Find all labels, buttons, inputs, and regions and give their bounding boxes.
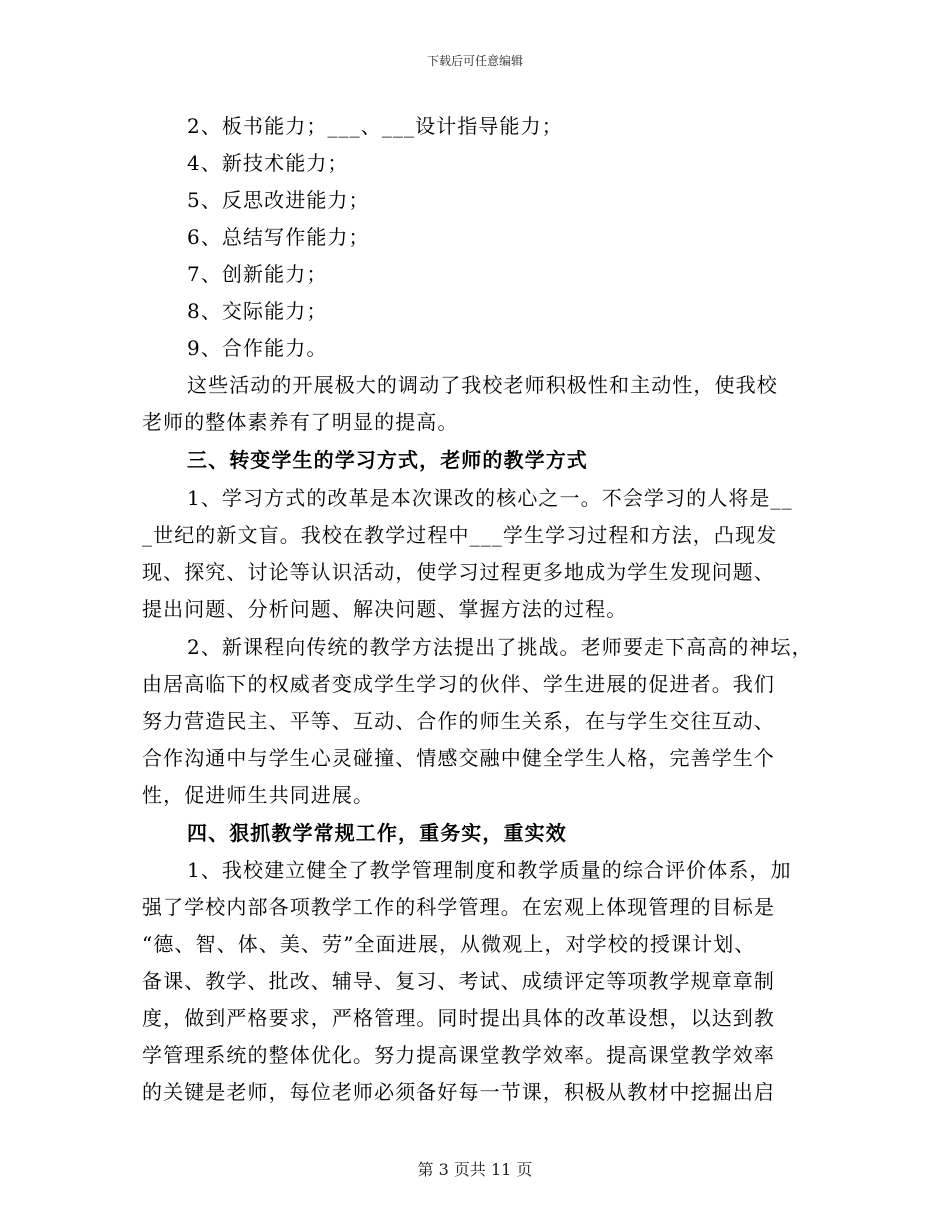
paragraph-line: “德、智、体、美、劳”全面进展，从微观上，对学校的授课计划、 — [142, 932, 756, 956]
paragraph-line: 的关键是老师，每位老师必须备好每一节课，积极从教材中挖掘出启 — [142, 1080, 775, 1104]
paragraph-line: 度，做到严格要求，严格管理。同时提出具体的改革设想，以达到教 — [142, 1006, 775, 1030]
paragraph-line: 备课、教学、批改、辅导、复习、考试、成绩评定等项教学规章章制 — [142, 969, 775, 993]
paragraph-line: 努力营造民主、平等、互动、合作的师生关系，在与学生交往互动、 — [142, 709, 775, 733]
list-item: 9、合作能力。 — [187, 336, 328, 360]
paragraph-line: 性，促进师生共同进展。 — [142, 783, 375, 807]
paragraph-line: 学管理系统的整体优化。努力提高课堂教学效率。提高课堂教学效率 — [142, 1043, 775, 1067]
paragraph-line: 提出问题、分析问题、解决问题、掌握方法的过程。 — [142, 597, 628, 621]
paragraph-line: 老师的整体素养有了明显的提高。 — [142, 410, 459, 434]
paragraph-line: 1、我校建立健全了教学管理制度和教学质量的综合评价体系，加 — [187, 858, 792, 882]
paragraph-line: 现、探究、讨论等认识活动，使学习过程更多地成为学生发现问题、 — [142, 560, 775, 584]
list-item: 2、板书能力；___、___设计指导能力； — [187, 114, 563, 138]
paragraph-line: 强了学校内部各项教学工作的科学管理。在宏观上体现管理的目标是 — [142, 895, 775, 919]
paragraph-line: 1、学习方式的改革是本次课改的核心之一。不会学习的人将是__ — [187, 486, 793, 510]
list-item: 5、反思改进能力； — [187, 188, 370, 212]
list-item: 7、创新能力； — [187, 262, 328, 286]
section-heading: 三、转变学生的学习方式，老师的教学方式 — [187, 448, 588, 472]
section-heading: 四、狠抓教学常规工作，重务实，重实效 — [187, 821, 567, 845]
paragraph-line: 合作沟通中与学生心灵碰撞、情感交融中健全学生人格，完善学生个 — [142, 746, 775, 770]
paragraph-line: _世纪的新文盲。我校在教学过程中___学生学习过程和方法，凸现发 — [142, 523, 778, 547]
list-item: 8、交际能力； — [187, 299, 328, 323]
paragraph-line: 2、新课程向传统的教学方法提出了挑战。老师要走下高高的神坛， — [187, 635, 813, 659]
paragraph-line: 由居高临下的权威者变成学生学习的伙伴、学生进展的促进者。我们 — [142, 672, 775, 696]
paragraph-line: 这些活动的开展极大的调动了我校老师积极性和主动性，使我校 — [187, 373, 778, 397]
list-item: 4、新技术能力； — [187, 151, 349, 175]
page-footer: 第 3 页共 11 页 — [417, 1160, 533, 1179]
list-item: 6、总结写作能力； — [187, 225, 370, 249]
page-header: 下载后可任意编辑 — [426, 54, 523, 68]
